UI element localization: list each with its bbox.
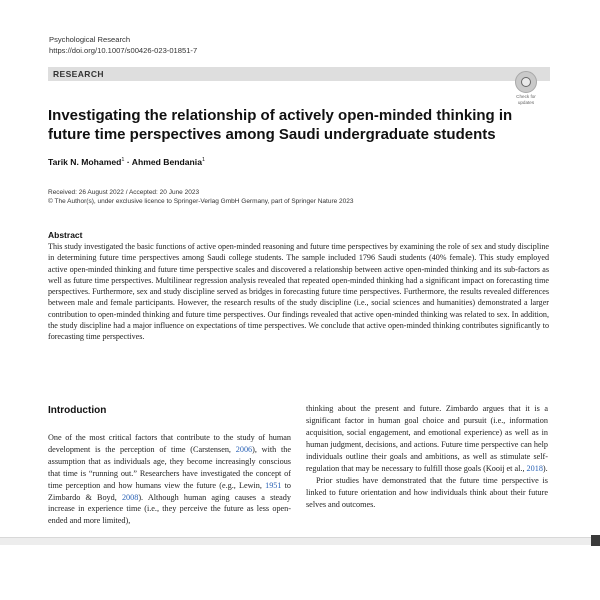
author-name[interactable]: Ahmed Bendania (131, 157, 202, 167)
badge-label-line1: Check for (516, 94, 536, 99)
article-type-label: RESEARCH (53, 69, 104, 79)
body-text: One of the most critical factors that contribute to the study of human development is the perception of time (Carstensen, (48, 433, 291, 454)
body-text: thinking about the present and future. Zimbardo argues that it is a significant factor in human goal choice and pursuit (i.e., information acquisition, social engagement, and emotional experience) as well as in human judgment, decisions, and actions. Future time perspective can help individuals outline their goals and ambitions, as well as stimulate self-regulation that may be necessary to fulfill those goals (Kooij et al., (306, 404, 548, 473)
author-separator: · (124, 157, 132, 167)
abstract-heading: Abstract (48, 230, 83, 240)
citation-link[interactable]: 2006 (235, 444, 253, 454)
scrollbar-thumb[interactable] (591, 535, 600, 546)
introduction-heading: Introduction (48, 405, 107, 416)
body-text: ). Although human aging causes a steady increase in experience time (i.e., they perceive the future as less open-ended and more limited), (48, 492, 291, 526)
body-column-right (306, 403, 548, 540)
check-for-updates-badge[interactable] (511, 71, 541, 105)
affiliation-marker: 1 (201, 157, 206, 164)
crossmark-icon (515, 71, 537, 93)
citation-link[interactable]: 2018 (526, 463, 543, 473)
abstract-body: This study investigated the basic functions of active open-minded reasoning and future time perspectives by examining the role of sex and study discipline in determining future time perspectives among Saudi college students. The sample included 1796 Saudi students (40% female). This study employed active open-minded thinking and future time perspective scales and discovered a relationship between active open-minded thinking and its sub-factors as well as future time perspectives. Multilinear regression analysis revealed that repeated open-minded thinking had a significant impact on forecasting time perspectives. Furthermore, sex and study discipline served as bridges in forecasting future time perspectives. Furthermore, the results revealed differences between male and female participants. However, the research results of the study discipline (i.e., social sciences and humanities) demonstrated a larger contribution to open-minded thinking and future time perspectives. Our findings revealed that active open-minded thinking was related to sex. In addition, the study discipline had a major influence on expectations of time perspectives. We conclude that active open-minded thinking contributes significantly to forecasting time perspectives. (48, 242, 549, 342)
received-accepted-dates: Received: 26 August 2022 / Accepted: 20 June 2023 (48, 189, 200, 196)
body-text: ). (542, 463, 548, 473)
author-name[interactable]: Tarik N. Mohamed (48, 157, 122, 167)
body-text: ), with the assumption that as individuals age, they become increasingly conscious that time is “running out.” Researchers have investigated the concept of time perception and how humans view the future (e.g., Lewin, (48, 444, 291, 490)
journal-header (49, 35, 197, 56)
body-text: to Zimbardo & Boyd, (48, 480, 291, 502)
article-history (48, 188, 354, 206)
paragraph (306, 403, 548, 474)
paragraph: Prior studies have demonstrated that the future time perspective is linked to future orientation and how individuals think about their future selves and outcomes. (306, 476, 548, 510)
copyright-notice: © The Author(s), under exclusive licence to Springer-Verlag GmbH Germany, part of Springer Nature 2023 (48, 198, 354, 205)
viewer-horizontal-scrollbar[interactable] (0, 537, 600, 545)
affiliation-marker: 1 (121, 157, 125, 164)
author-list (48, 157, 205, 167)
citation-link[interactable]: 1951 (265, 480, 282, 490)
journal-name: Psychological Research (49, 35, 131, 44)
citation-link[interactable]: 2008 (121, 492, 139, 502)
doi-link[interactable]: https://doi.org/10.1007/s00426-023-01851-7 (49, 45, 198, 55)
article-title: Investigating the relationship of actively open-minded thinking in future time perspectives among Saudi undergraduate students (48, 107, 513, 143)
body-column-left (48, 432, 291, 540)
article-type-ribbon (48, 67, 550, 81)
badge-label-line2: updates (517, 100, 535, 105)
